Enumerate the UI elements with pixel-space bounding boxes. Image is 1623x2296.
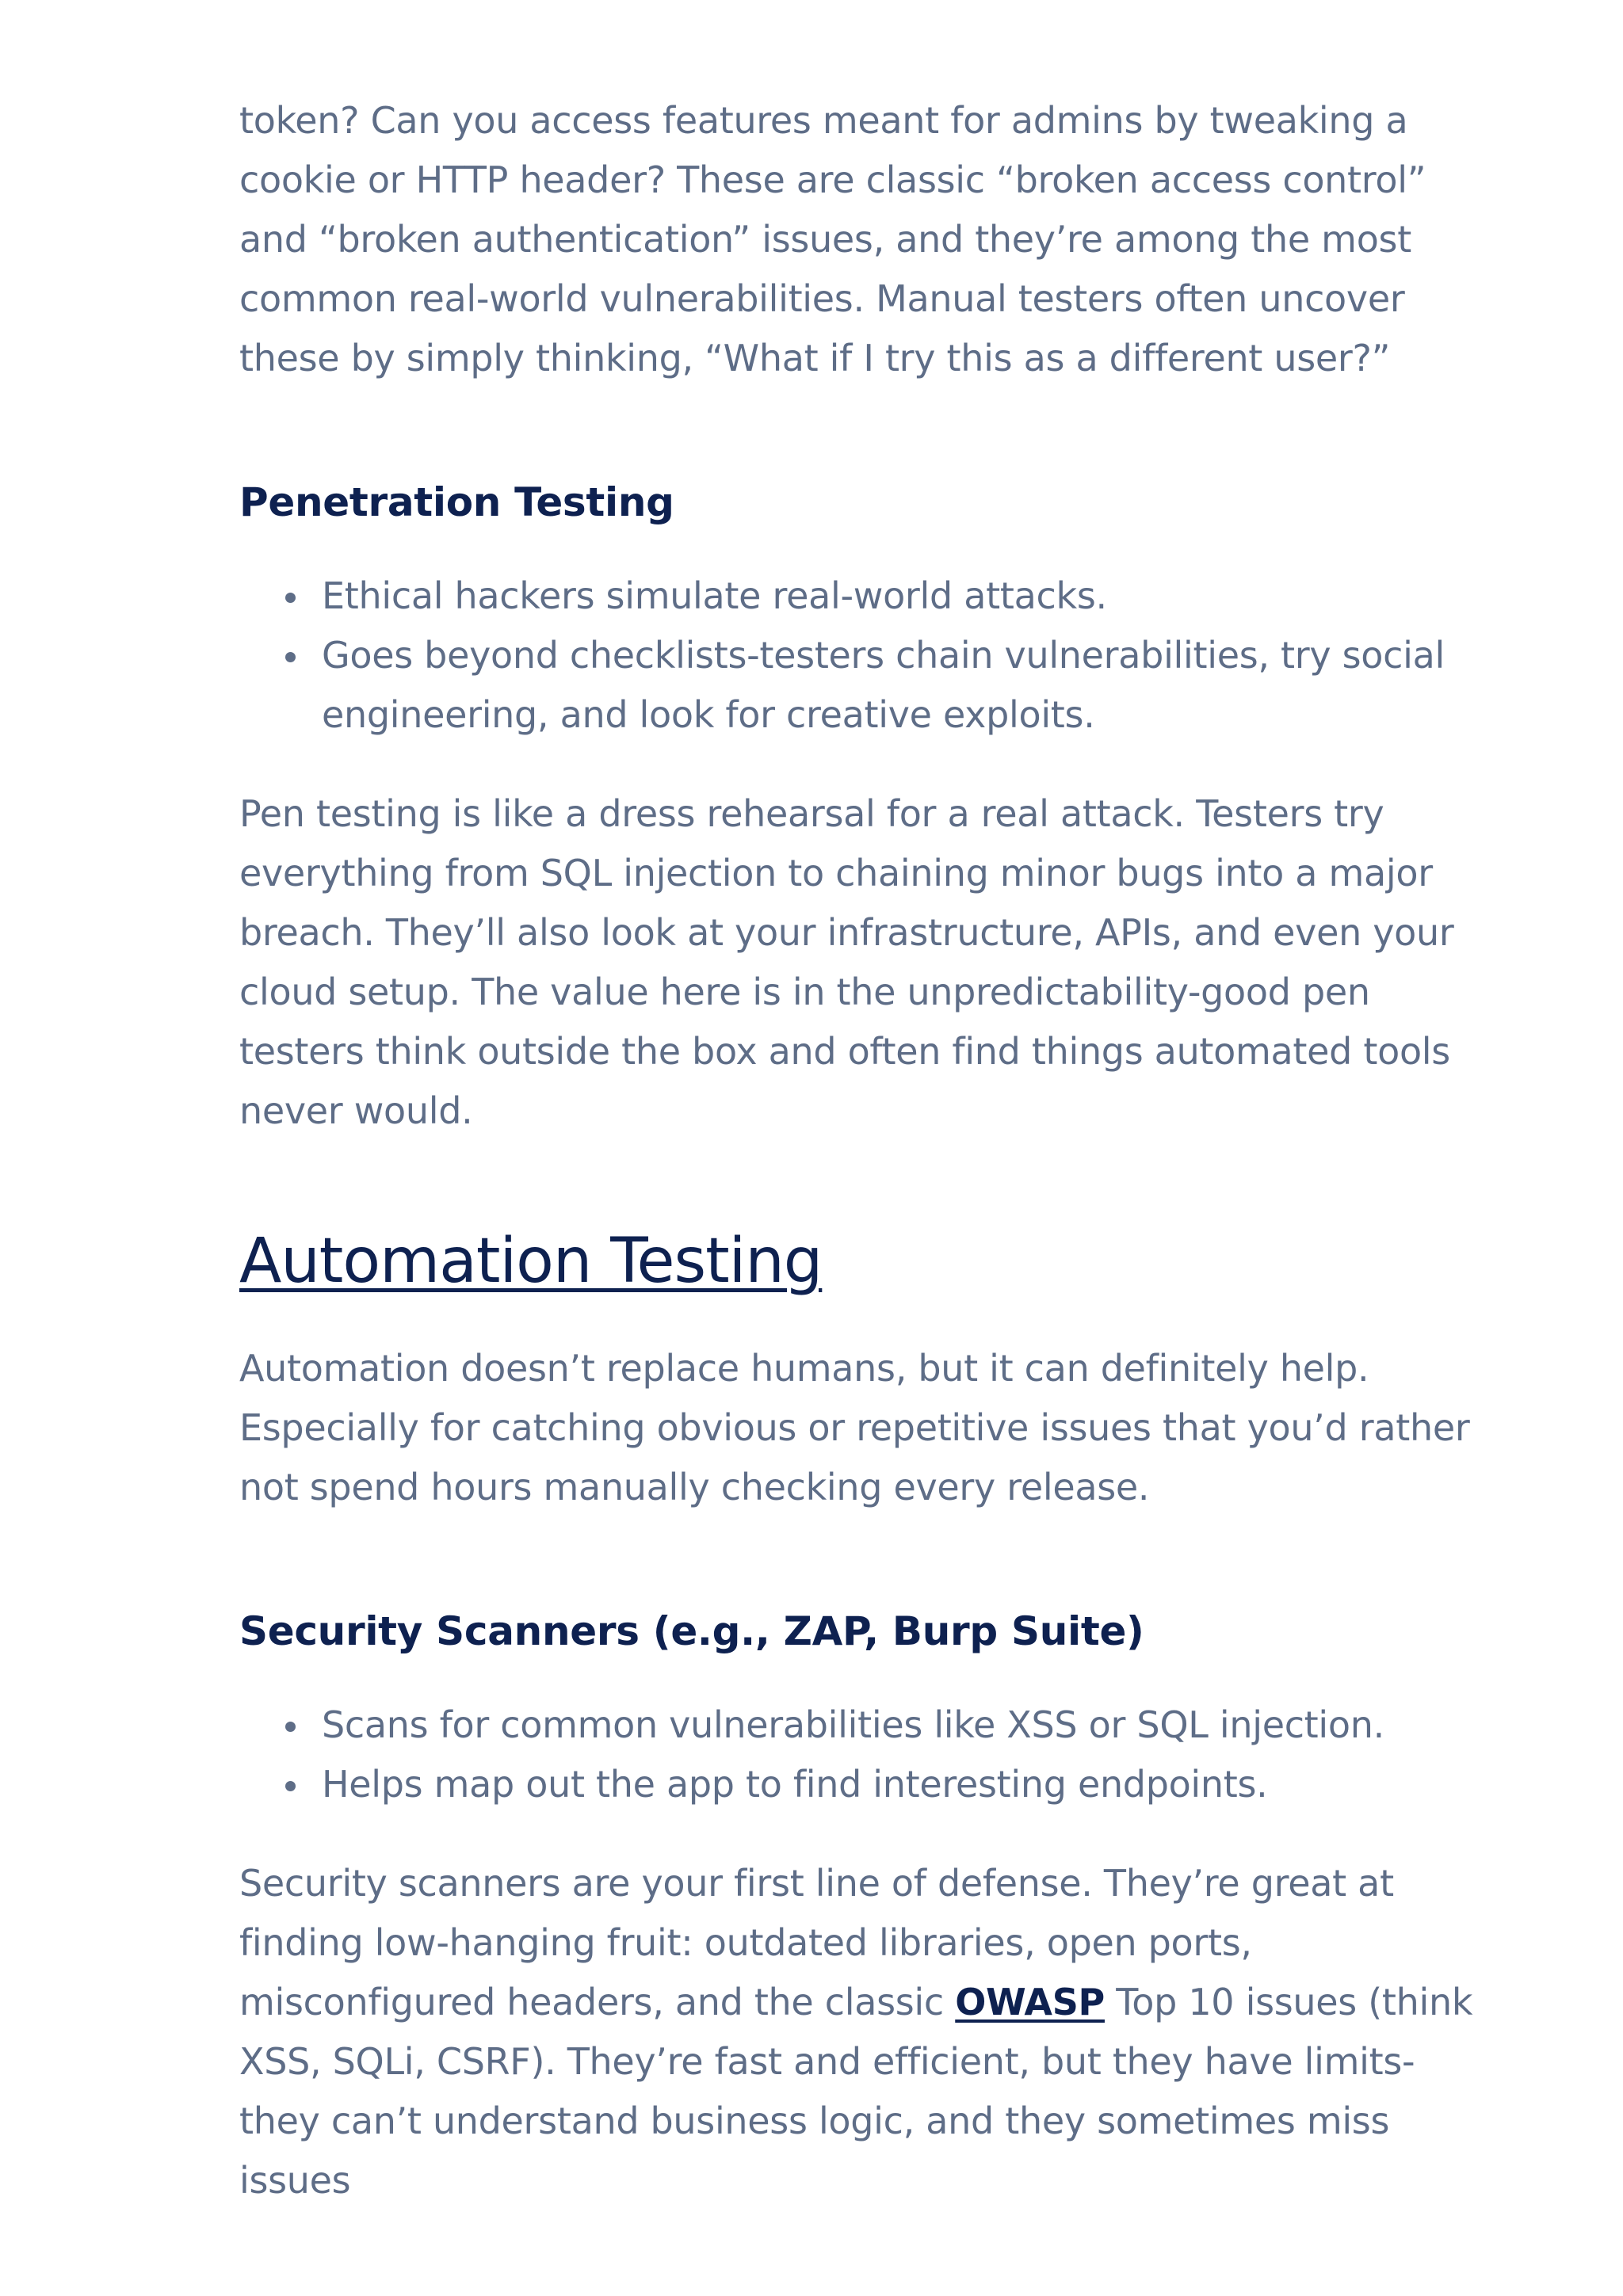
security-scanners-heading: Security Scanners (e.g., ZAP, Burp Suite) (239, 1608, 1144, 1654)
intro-paragraph: token? Can you access features meant for admins by tweaking a cookie or HTTP header? These are classic “broken access control” and “broken authentication” issues, and they’re among the most common real-world vulnerabilities. Manual testers often uncover these by simply thinking, “What if I try this as a different user?” (239, 99, 1426, 379)
automation-testing-heading[interactable] (239, 1222, 1476, 1301)
scanners-text-after: Top 10 issues (think XSS, SQLi, CSRF). They’re fast and efficient, but they have limits-they can’t understand business logic, and they sometimes miss issues (239, 1981, 1473, 2202)
pen-testing-list (239, 566, 1476, 745)
owasp-link[interactable]: OWASP (955, 1981, 1105, 2023)
list-item: Helps map out the app to find interesting endpoints. (322, 1755, 1476, 1814)
automation-paragraph: Automation doesn’t replace humans, but it can definitely help. Especially for catching obvious or repetitive issues that you’d rather not spend hours manually checking every release. (239, 1347, 1470, 1508)
pen-testing-paragraph: Pen testing is like a dress rehearsal for a real attack. Testers try everything from SQL injection to chaining minor bugs into a major breach. They’ll also look at your infrastructure, APIs, and even your cloud setup. The value here is in the unpredictability-good pen testers think outside the box and often find things automated tools never would. (239, 792, 1454, 1132)
list-item: Goes beyond checklists-testers chain vulnerabilities, try social engineering, and look for creative exploits. (322, 626, 1476, 745)
automation-testing-link[interactable]: Automation Testing (239, 1226, 823, 1297)
scanners-text-before: Security scanners are your first line of defense. They’re great at finding low-hanging fruit: outdated libraries, open ports, misconfigured headers, and the classic (239, 1862, 1394, 2023)
list-item: Ethical hackers simulate real-world attacks. (322, 566, 1476, 626)
scanners-paragraph (239, 1854, 1476, 2210)
scanners-list (239, 1695, 1476, 1814)
pen-testing-heading: Penetration Testing (239, 479, 674, 525)
list-item: Scans for common vulnerabilities like XSS or SQL injection. (322, 1695, 1476, 1755)
